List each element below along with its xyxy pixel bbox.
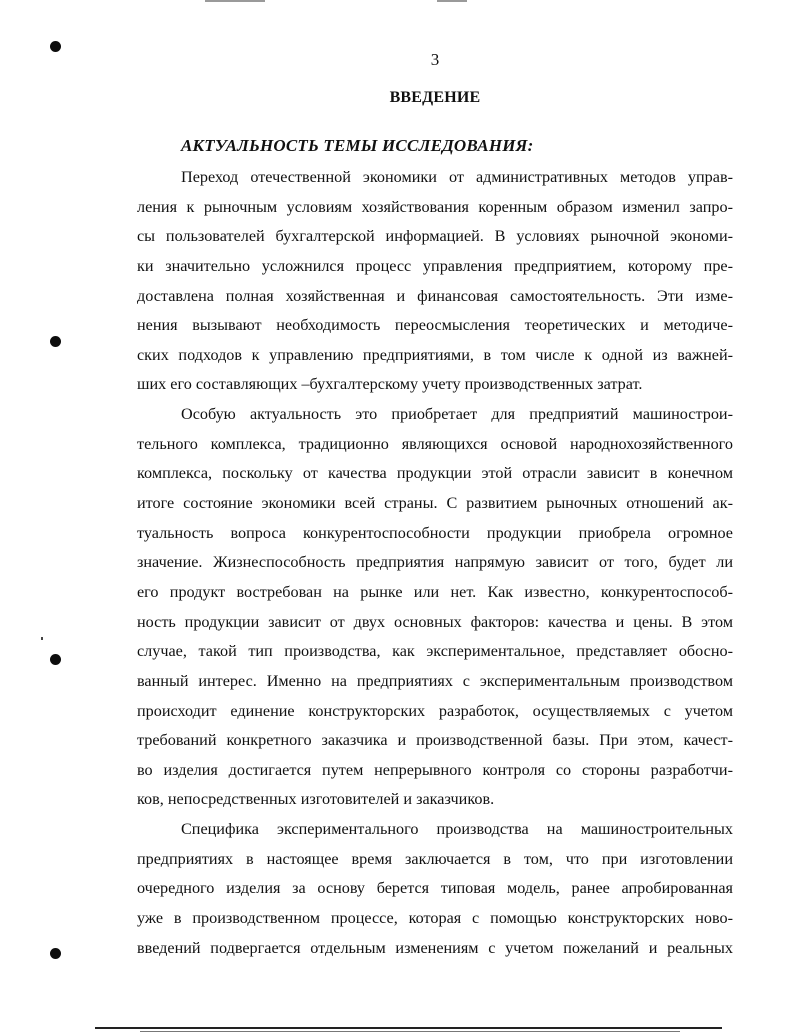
scan-artifact-top-left [205,0,265,2]
text-line: комплекса, поскольку от качества продукции этой отрасли зависит в конечном [137,464,733,483]
paragraph-2 [137,400,733,815]
text-line: очередного изделия за основу берется типовая модель, ранее апробированная [137,879,733,898]
scan-speck [41,637,43,640]
text-line: введений подвергается отдельным изменениям с учетом пожеланий и реальных [137,938,733,957]
paragraph-1 [137,163,733,400]
binder-hole-mark [50,654,61,665]
text-line: Переход отечественной экономики от административных методов управ- [181,168,733,186]
text-line: предприятиях в настоящее время заключается в том, что при изготовлении [137,849,733,868]
text-line: итоге состояние экономики всей страны. С развитием рыночных отношений ак- [137,494,733,513]
scan-bottom-edge-shadow [140,1031,680,1032]
paragraph-3 [137,815,733,963]
binder-hole-mark [50,948,61,959]
binder-hole-mark [50,41,61,52]
text-line: доставлена полная хозяйственная и финансовая самостоятельность. Эти изме- [137,286,733,305]
page-number: 3 [430,50,440,69]
text-line: его продукт востребован на рынке или нет. Как известно, конкурентоспособ- [137,582,733,601]
text-line: сы пользователей бухгалтерской информацией. В условиях рыночной экономи- [137,227,733,246]
text-line: нения вызывают необходимость переосмысления теоретических и методиче- [137,316,733,335]
scan-bottom-edge [95,1027,722,1029]
text-line: Специфика экспериментального производства на машиностроительных [181,820,733,839]
text-line: требований конкретного заказчика и производственной базы. При этом, качест- [137,731,733,750]
text-line: ших его составляющих –бухгалтерскому учету производственных затрат. [137,375,643,394]
text-line: случае, такой тип производства, как экспериментальное, представляет обосно- [137,642,733,661]
text-line: ки значительно усложнился процесс управления предприятием, которому пре- [137,256,733,275]
text-line: ских подходов к управлению предприятиями, в том числе к одной из важней- [137,345,733,364]
text-line: тельного комплекса, традиционно являющихся основой народнохозяйственного [137,434,733,453]
text-line: во изделия достигается путем непрерывного контроля со стороны разработчи- [137,760,733,779]
text-line: уже в производственном процессе, которая с помощью конструкторских ново- [137,909,733,928]
text-line: ления к рыночным условиям хозяйствования коренным образом изменил запро- [137,197,733,216]
text-line: туальность вопроса конкурентоспособности продукции приобрела огромное [137,523,733,542]
text-line: ванный интерес. Именно на предприятиях с экспериментальным производством [137,671,733,690]
body-text [137,163,733,963]
binder-hole-mark [50,336,61,347]
text-line: значение. Жизнеспособность предприятия напрямую зависит от того, будет ли [137,553,733,572]
text-line: происходит единение конструкторских разработок, осуществляемых с учетом [137,701,733,720]
text-line: Особую актуальность это приобретает для предприятий машинострои- [181,405,733,424]
text-line: ность продукции зависит от двух основных факторов: качества и цены. В этом [137,612,733,631]
subsection-title: АКТУАЛЬНОСТЬ ТЕМЫ ИССЛЕДОВАНИЯ: [181,136,534,155]
text-line: ков, непосредственных изготовителей и заказчиков. [137,790,495,809]
section-title: ВВЕДЕНИЕ [389,89,481,106]
scan-artifact-top-right [437,0,467,2]
